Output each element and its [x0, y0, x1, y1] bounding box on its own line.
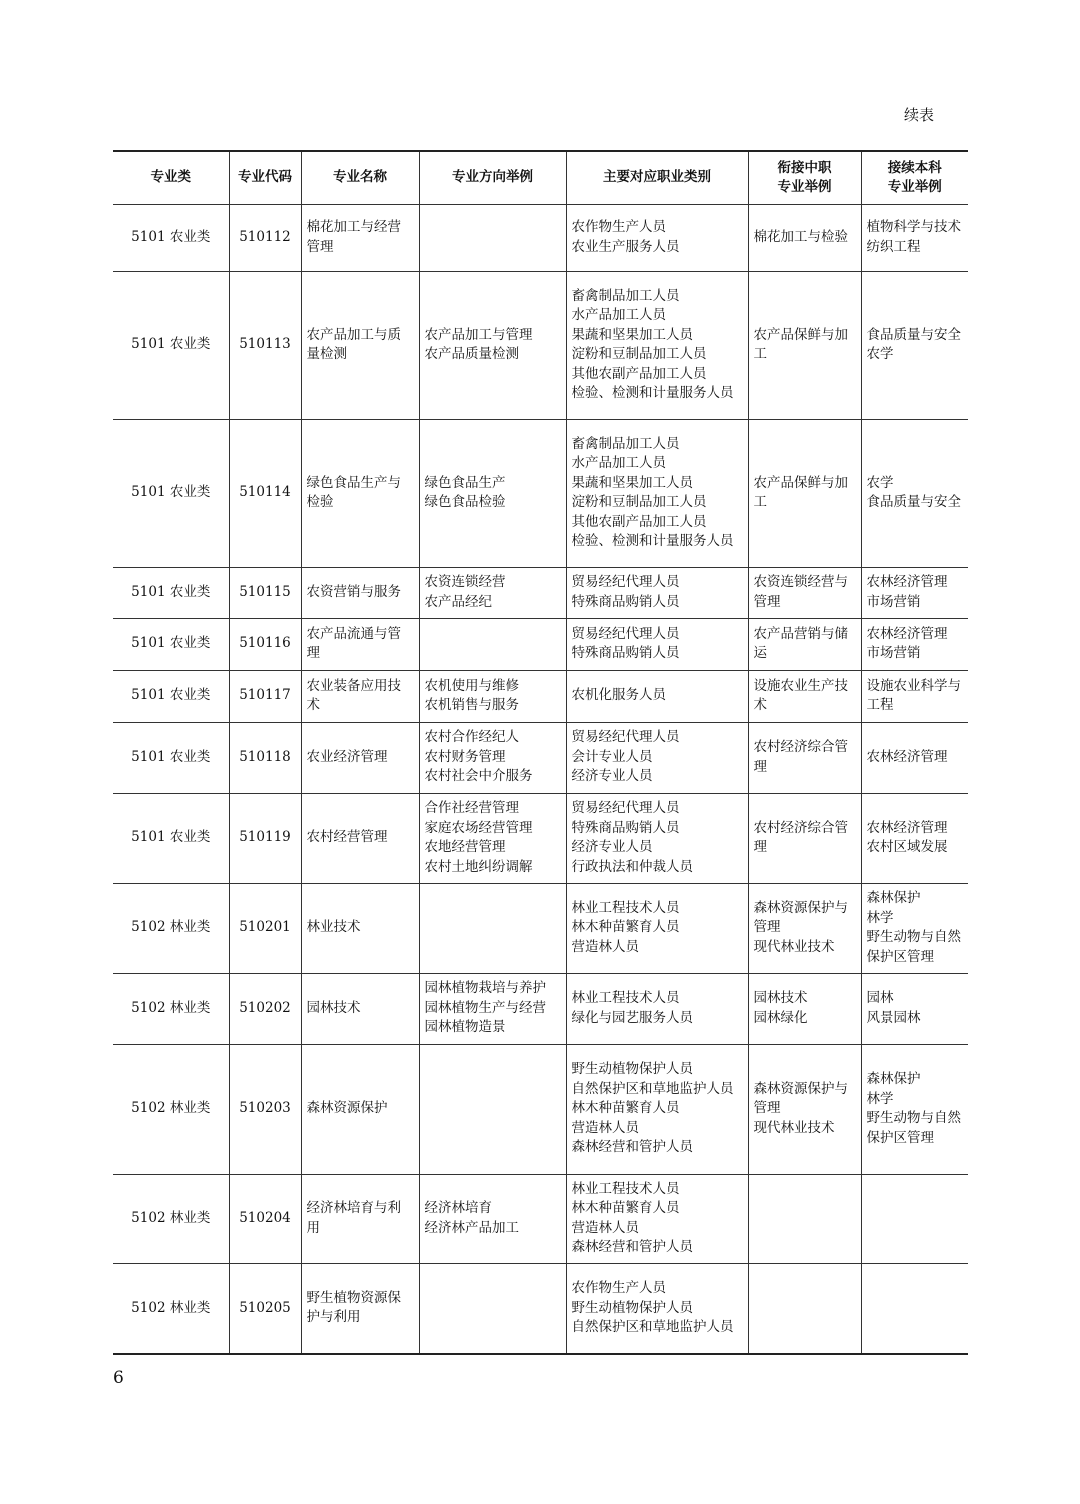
- cell-direction: [419, 204, 566, 271]
- cell-direction-line: 经济林培育: [424, 1200, 492, 1216]
- cell-occupation-line: 其他农副产品加工人员: [571, 365, 707, 382]
- cell-direction-line: 绿色食品生产: [424, 474, 506, 491]
- cell-undergraduate-line: 林学: [866, 1090, 894, 1107]
- page-number: 6: [113, 1368, 124, 1388]
- cell-occupation-line: 森林经营和管护人员: [571, 1139, 693, 1156]
- cell-direction-line: 经济林产品加工: [424, 1219, 519, 1236]
- cell-category-line: 5101 农业类: [131, 829, 211, 846]
- cell-occupation-line: 贸易经纪代理人员: [571, 800, 680, 816]
- cell-occupation-line: 经济专业人员: [571, 839, 653, 855]
- cell-occupation-line: 林业工程技术人员: [571, 899, 680, 916]
- cell-undergraduate-line: 食品质量与安全: [866, 494, 961, 510]
- cell-secondary-vocational-line: 现代林业技术: [753, 1119, 835, 1136]
- cell-undergraduate-line: 园林: [866, 990, 894, 1006]
- cell-undergraduate-line: 野生动物与自然保护区管理: [866, 929, 961, 965]
- cell-code-line: 510204: [239, 1209, 291, 1226]
- cell-code: [229, 567, 301, 618]
- cell-occupation-line: 野生动植物保护人员: [571, 1299, 693, 1316]
- cell-direction-line: 农机使用与维修: [424, 677, 519, 694]
- cell-category: [113, 1174, 229, 1263]
- cell-occupation-line: 营造林人员: [571, 1219, 639, 1236]
- cell-occupation: [566, 883, 748, 973]
- cell-code: [229, 883, 301, 973]
- cell-category: [113, 973, 229, 1044]
- cell-secondary-vocational-line: 园林技术: [753, 990, 808, 1006]
- cell-code-line: 510113: [239, 336, 291, 353]
- cell-secondary-vocational: [748, 1263, 861, 1354]
- cell-undergraduate: [861, 670, 968, 722]
- header-secondary-vocational: [748, 151, 861, 204]
- cell-major-name-line: 农资营销与服务: [306, 583, 401, 600]
- cell-undergraduate: [861, 419, 968, 567]
- cell-secondary-vocational-line: 森林资源保护与管理: [753, 1080, 848, 1117]
- cell-occupation-line: 野生动植物保护人员: [571, 1061, 693, 1078]
- table-row: [113, 618, 968, 670]
- cell-direction-line: 农产品质量检测: [424, 346, 519, 362]
- cell-direction: [419, 883, 566, 973]
- cell-direction: [419, 793, 566, 883]
- cell-undergraduate: [861, 1263, 968, 1354]
- cell-undergraduate-line: 农林经济管理: [866, 748, 948, 765]
- cell-major-name: [301, 1044, 419, 1174]
- cell-category-line: 5101 农业类: [131, 583, 211, 600]
- cell-direction: [419, 1174, 566, 1263]
- cell-secondary-vocational-line: 现代林业技术: [753, 938, 835, 955]
- cell-category: [113, 1263, 229, 1354]
- cell-direction: [419, 670, 566, 722]
- cell-code-line: 510115: [239, 583, 291, 600]
- cell-occupation-line: 特殊商品购销人员: [571, 645, 680, 661]
- cell-direction: [419, 973, 566, 1044]
- cell-secondary-vocational: [748, 419, 861, 567]
- cell-occupation: [566, 271, 748, 419]
- cell-secondary-vocational: [748, 204, 861, 271]
- cell-major-name-line: 棉花加工与经营管理: [306, 219, 401, 255]
- cell-code: [229, 1044, 301, 1174]
- cell-major-name-line: 农产品加工与质量检测: [306, 326, 401, 362]
- table-header-row: [113, 151, 968, 204]
- table-row: [113, 670, 968, 722]
- cell-major-name: [301, 670, 419, 722]
- cell-category-line: 5102 林业类: [131, 999, 211, 1016]
- cell-major-name-line: 森林资源保护: [306, 1100, 388, 1117]
- cell-major-name-line: 农村经营管理: [306, 829, 388, 846]
- cell-major-name-line: 绿色食品生产与检验: [306, 474, 401, 510]
- cell-major-name: [301, 271, 419, 419]
- header-category: [113, 151, 229, 204]
- cell-undergraduate: [861, 973, 968, 1044]
- cell-code: [229, 419, 301, 567]
- cell-undergraduate-line: 植物科学与技术: [866, 219, 961, 235]
- cell-code: [229, 1174, 301, 1263]
- cell-code: [229, 793, 301, 883]
- cell-major-name-line: 园林技术: [306, 999, 361, 1016]
- cell-occupation-line: 其他农副产品加工人员: [571, 513, 707, 530]
- cell-undergraduate-line: 农村区域发展: [866, 839, 948, 855]
- cell-undergraduate: [861, 1044, 968, 1174]
- cell-occupation: [566, 793, 748, 883]
- cell-undergraduate-line: 森林保护: [866, 1071, 921, 1087]
- header-category-line: 专业类: [150, 169, 191, 186]
- cell-occupation-line: 果蔬和坚果加工人员: [571, 326, 693, 343]
- cell-undergraduate-line: 野生动物与自然保护区管理: [866, 1110, 961, 1146]
- cell-major-name-line: 林业技术: [306, 919, 361, 936]
- cell-direction-line: 农产品经纪: [424, 593, 492, 610]
- cell-code: [229, 204, 301, 271]
- cell-undergraduate-line: 纺织工程: [866, 238, 921, 255]
- cell-secondary-vocational-line: 农资连锁经营与管理: [753, 574, 848, 610]
- cell-major-name-line: 农产品流通与管理: [306, 625, 401, 661]
- cell-undergraduate: [861, 722, 968, 793]
- header-major-name: [301, 151, 419, 204]
- cell-direction-line: 农产品加工与管理: [424, 326, 533, 343]
- cell-secondary-vocational: [748, 793, 861, 883]
- cell-undergraduate-line: 设施农业科学与工程: [866, 677, 961, 713]
- cell-occupation-line: 特殊商品购销人员: [571, 819, 680, 836]
- continued-label: 续表: [903, 106, 934, 124]
- cell-secondary-vocational-line: 设施农业生产技术: [753, 677, 848, 713]
- cell-category: [113, 271, 229, 419]
- cell-direction-line: 绿色食品检验: [424, 494, 506, 510]
- cell-major-name: [301, 883, 419, 973]
- cell-category-line: 5101 农业类: [131, 336, 211, 353]
- cell-occupation-line: 营造林人员: [571, 1119, 639, 1136]
- cell-secondary-vocational: [748, 973, 861, 1044]
- cell-occupation-line: 水产品加工人员: [571, 455, 666, 471]
- cell-occupation-line: 营造林人员: [571, 938, 639, 955]
- cell-secondary-vocational-line: 棉花加工与检验: [753, 228, 848, 245]
- cell-occupation-line: 自然保护区和草地监护人员: [571, 1319, 734, 1335]
- cell-code: [229, 271, 301, 419]
- header-occupation-line: 主要对应职业类别: [603, 169, 711, 186]
- cell-secondary-vocational-line: 农产品营销与储运: [753, 625, 848, 661]
- cell-occupation-line: 贸易经纪代理人员: [571, 625, 680, 642]
- cell-category-line: 5101 农业类: [131, 748, 211, 765]
- cell-occupation: [566, 204, 748, 271]
- cell-code-line: 510112: [239, 228, 291, 245]
- cell-direction: [419, 419, 566, 567]
- cell-occupation-line: 农机化服务人员: [571, 687, 666, 704]
- header-secondary-vocational-line: 专业举例: [777, 178, 832, 195]
- cell-direction: [419, 722, 566, 793]
- header-code: [229, 151, 301, 204]
- cell-category-line: 5102 林业类: [131, 1299, 211, 1316]
- cell-code-line: 510203: [239, 1100, 291, 1117]
- cell-major-name-line: 经济林培育与利用: [306, 1200, 401, 1236]
- cell-occupation-line: 农业生产服务人员: [571, 238, 680, 255]
- cell-occupation: [566, 618, 748, 670]
- cell-direction: [419, 1263, 566, 1354]
- table-row: [113, 1174, 968, 1263]
- cell-occupation: [566, 973, 748, 1044]
- table-row: [113, 419, 968, 567]
- cell-undergraduate: [861, 618, 968, 670]
- cell-occupation-line: 淀粉和豆制品加工人员: [571, 346, 707, 362]
- cell-occupation-line: 林业工程技术人员: [571, 1180, 680, 1197]
- cell-major-name: [301, 204, 419, 271]
- header-undergraduate-line: 专业举例: [887, 178, 942, 195]
- header-occupation: [566, 151, 748, 204]
- cell-major-name-line: 农业装备应用技术: [306, 677, 401, 713]
- cell-category-line: 5102 林业类: [131, 1100, 211, 1117]
- cell-direction-line: 园林植物栽培与养护: [424, 980, 546, 997]
- cell-code: [229, 670, 301, 722]
- cell-direction-line: 农村财务管理: [424, 748, 506, 765]
- cell-occupation-line: 畜禽制品加工人员: [571, 435, 680, 452]
- cell-major-name-line: 野生植物资源保护与利用: [306, 1289, 401, 1326]
- cell-occupation-line: 贸易经纪代理人员: [571, 574, 680, 590]
- cell-undergraduate-line: 森林保护: [866, 890, 921, 906]
- cell-major-name: [301, 722, 419, 793]
- cell-occupation: [566, 567, 748, 618]
- cell-occupation-line: 水产品加工人员: [571, 307, 666, 323]
- cell-undergraduate: [861, 271, 968, 419]
- cell-undergraduate-line: 市场营销: [866, 645, 921, 661]
- cell-occupation-line: 农作物生产人员: [571, 1280, 666, 1296]
- header-major-name-line: 专业名称: [333, 169, 387, 186]
- cell-secondary-vocational: [748, 722, 861, 793]
- cell-undergraduate-line: 食品质量与安全: [866, 326, 961, 343]
- table-body: [113, 204, 968, 1354]
- cell-occupation-line: 果蔬和坚果加工人员: [571, 474, 693, 491]
- cell-direction-line: 农村合作经纪人: [424, 729, 519, 746]
- cell-code: [229, 973, 301, 1044]
- table-row: [113, 204, 968, 271]
- cell-direction: [419, 567, 566, 618]
- cell-secondary-vocational: [748, 1044, 861, 1174]
- cell-category-line: 5102 林业类: [131, 919, 211, 936]
- cell-category: [113, 419, 229, 567]
- table-row: [113, 271, 968, 419]
- cell-undergraduate-line: 风景园林: [866, 1009, 921, 1026]
- cell-direction: [419, 271, 566, 419]
- cell-occupation-line: 检验、检测和计量服务人员: [571, 385, 734, 401]
- header-undergraduate: [861, 151, 968, 204]
- cell-occupation: [566, 419, 748, 567]
- cell-undergraduate-line: 农林经济管理: [866, 574, 948, 590]
- cell-occupation-line: 贸易经纪代理人员: [571, 729, 680, 746]
- major-catalog-table: [113, 150, 968, 1355]
- cell-category: [113, 793, 229, 883]
- cell-occupation-line: 会计专业人员: [571, 748, 653, 765]
- table-row: [113, 973, 968, 1044]
- cell-category: [113, 1044, 229, 1174]
- cell-undergraduate-line: 农林经济管理: [866, 819, 948, 836]
- cell-category-line: 5101 农业类: [131, 484, 211, 501]
- cell-secondary-vocational: [748, 670, 861, 722]
- cell-code-line: 510114: [239, 484, 291, 501]
- cell-category: [113, 618, 229, 670]
- cell-category: [113, 204, 229, 271]
- cell-occupation: [566, 722, 748, 793]
- cell-major-name: [301, 973, 419, 1044]
- cell-major-name: [301, 1263, 419, 1354]
- cell-occupation-line: 森林经营和管护人员: [571, 1239, 693, 1255]
- table-row: [113, 722, 968, 793]
- cell-secondary-vocational-line: 森林资源保护与管理: [753, 899, 848, 936]
- cell-occupation-line: 农作物生产人员: [571, 219, 666, 235]
- cell-direction: [419, 1044, 566, 1174]
- cell-code-line: 510118: [239, 748, 291, 765]
- cell-occupation: [566, 1044, 748, 1174]
- cell-undergraduate-line: 农学: [866, 474, 894, 491]
- cell-secondary-vocational: [748, 567, 861, 618]
- cell-code: [229, 618, 301, 670]
- cell-secondary-vocational-line: 农产品保鲜与加工: [753, 326, 848, 362]
- cell-occupation-line: 特殊商品购销人员: [571, 593, 680, 610]
- cell-occupation-line: 自然保护区和草地监护人员: [571, 1080, 734, 1097]
- cell-category: [113, 722, 229, 793]
- cell-occupation: [566, 670, 748, 722]
- cell-major-name: [301, 618, 419, 670]
- cell-occupation-line: 畜禽制品加工人员: [571, 287, 680, 304]
- cell-code-line: 510202: [239, 999, 291, 1016]
- cell-occupation-line: 经济专业人员: [571, 768, 653, 785]
- cell-code-line: 510116: [239, 635, 291, 652]
- header-code-line: 专业代码: [238, 169, 292, 186]
- cell-category-line: 5101 农业类: [131, 687, 211, 704]
- cell-major-name: [301, 419, 419, 567]
- cell-code: [229, 722, 301, 793]
- cell-undergraduate-line: 林学: [866, 909, 894, 926]
- cell-category-line: 5101 农业类: [131, 228, 211, 245]
- cell-direction-line: 农资连锁经营: [424, 574, 506, 590]
- cell-code-line: 510117: [239, 687, 291, 704]
- cell-occupation-line: 林木种苗繁育人员: [571, 919, 680, 936]
- cell-occupation-line: 淀粉和豆制品加工人员: [571, 494, 707, 510]
- cell-occupation-line: 林木种苗繁育人员: [571, 1100, 680, 1117]
- cell-occupation: [566, 1174, 748, 1263]
- cell-direction-line: 农机销售与服务: [424, 697, 519, 713]
- cell-undergraduate: [861, 567, 968, 618]
- cell-secondary-vocational: [748, 271, 861, 419]
- cell-occupation-line: 行政执法和仲裁人员: [571, 858, 693, 875]
- header-secondary-vocational-line: 衔接中职: [777, 159, 832, 176]
- cell-undergraduate-line: 市场营销: [866, 593, 921, 610]
- cell-code-line: 510205: [239, 1299, 291, 1316]
- cell-major-name-line: 农业经济管理: [306, 748, 388, 765]
- cell-category-line: 5102 林业类: [131, 1209, 211, 1226]
- cell-direction-line: 农地经营管理: [424, 839, 506, 855]
- cell-occupation-line: 林木种苗繁育人员: [571, 1200, 680, 1216]
- header-direction-line: 专业方向举例: [452, 169, 533, 186]
- cell-undergraduate: [861, 1174, 968, 1263]
- cell-direction-line: 园林植物生产与经营: [424, 999, 546, 1016]
- cell-category: [113, 670, 229, 722]
- cell-secondary-vocational-line: 农产品保鲜与加工: [753, 474, 848, 510]
- cell-category-line: 5101 农业类: [131, 635, 211, 652]
- cell-undergraduate: [861, 793, 968, 883]
- table-row: [113, 883, 968, 973]
- cell-secondary-vocational: [748, 1174, 861, 1263]
- cell-occupation: [566, 1263, 748, 1354]
- cell-major-name: [301, 1174, 419, 1263]
- cell-undergraduate-line: 农林经济管理: [866, 625, 948, 642]
- cell-occupation-line: 绿化与园艺服务人员: [571, 1009, 693, 1026]
- table-row: [113, 1044, 968, 1174]
- table-row: [113, 567, 968, 618]
- cell-undergraduate: [861, 883, 968, 973]
- cell-category: [113, 883, 229, 973]
- cell-major-name: [301, 567, 419, 618]
- cell-code: [229, 1263, 301, 1354]
- table-row: [113, 1263, 968, 1354]
- cell-direction-line: 家庭农场经营管理: [424, 819, 533, 836]
- cell-secondary-vocational: [748, 618, 861, 670]
- cell-direction: [419, 618, 566, 670]
- cell-undergraduate: [861, 204, 968, 271]
- cell-direction-line: 农村土地纠纷调解: [424, 858, 533, 875]
- cell-code-line: 510201: [239, 919, 291, 936]
- cell-direction-line: 合作社经营管理: [424, 800, 519, 816]
- cell-major-name: [301, 793, 419, 883]
- cell-code-line: 510119: [239, 829, 291, 846]
- header-direction: [419, 151, 566, 204]
- cell-occupation-line: 检验、检测和计量服务人员: [571, 533, 734, 549]
- cell-direction-line: 园林植物造景: [424, 1019, 506, 1036]
- cell-category: [113, 567, 229, 618]
- cell-secondary-vocational-line: 农村经济综合管理: [753, 739, 848, 775]
- cell-secondary-vocational-line: 农村经济综合管理: [753, 819, 848, 855]
- cell-occupation-line: 林业工程技术人员: [571, 990, 680, 1006]
- table-row: [113, 793, 968, 883]
- cell-secondary-vocational: [748, 883, 861, 973]
- cell-undergraduate-line: 农学: [866, 346, 894, 362]
- cell-direction-line: 农村社会中介服务: [424, 768, 533, 785]
- header-undergraduate-line: 接续本科: [887, 159, 942, 176]
- cell-secondary-vocational-line: 园林绿化: [753, 1009, 808, 1026]
